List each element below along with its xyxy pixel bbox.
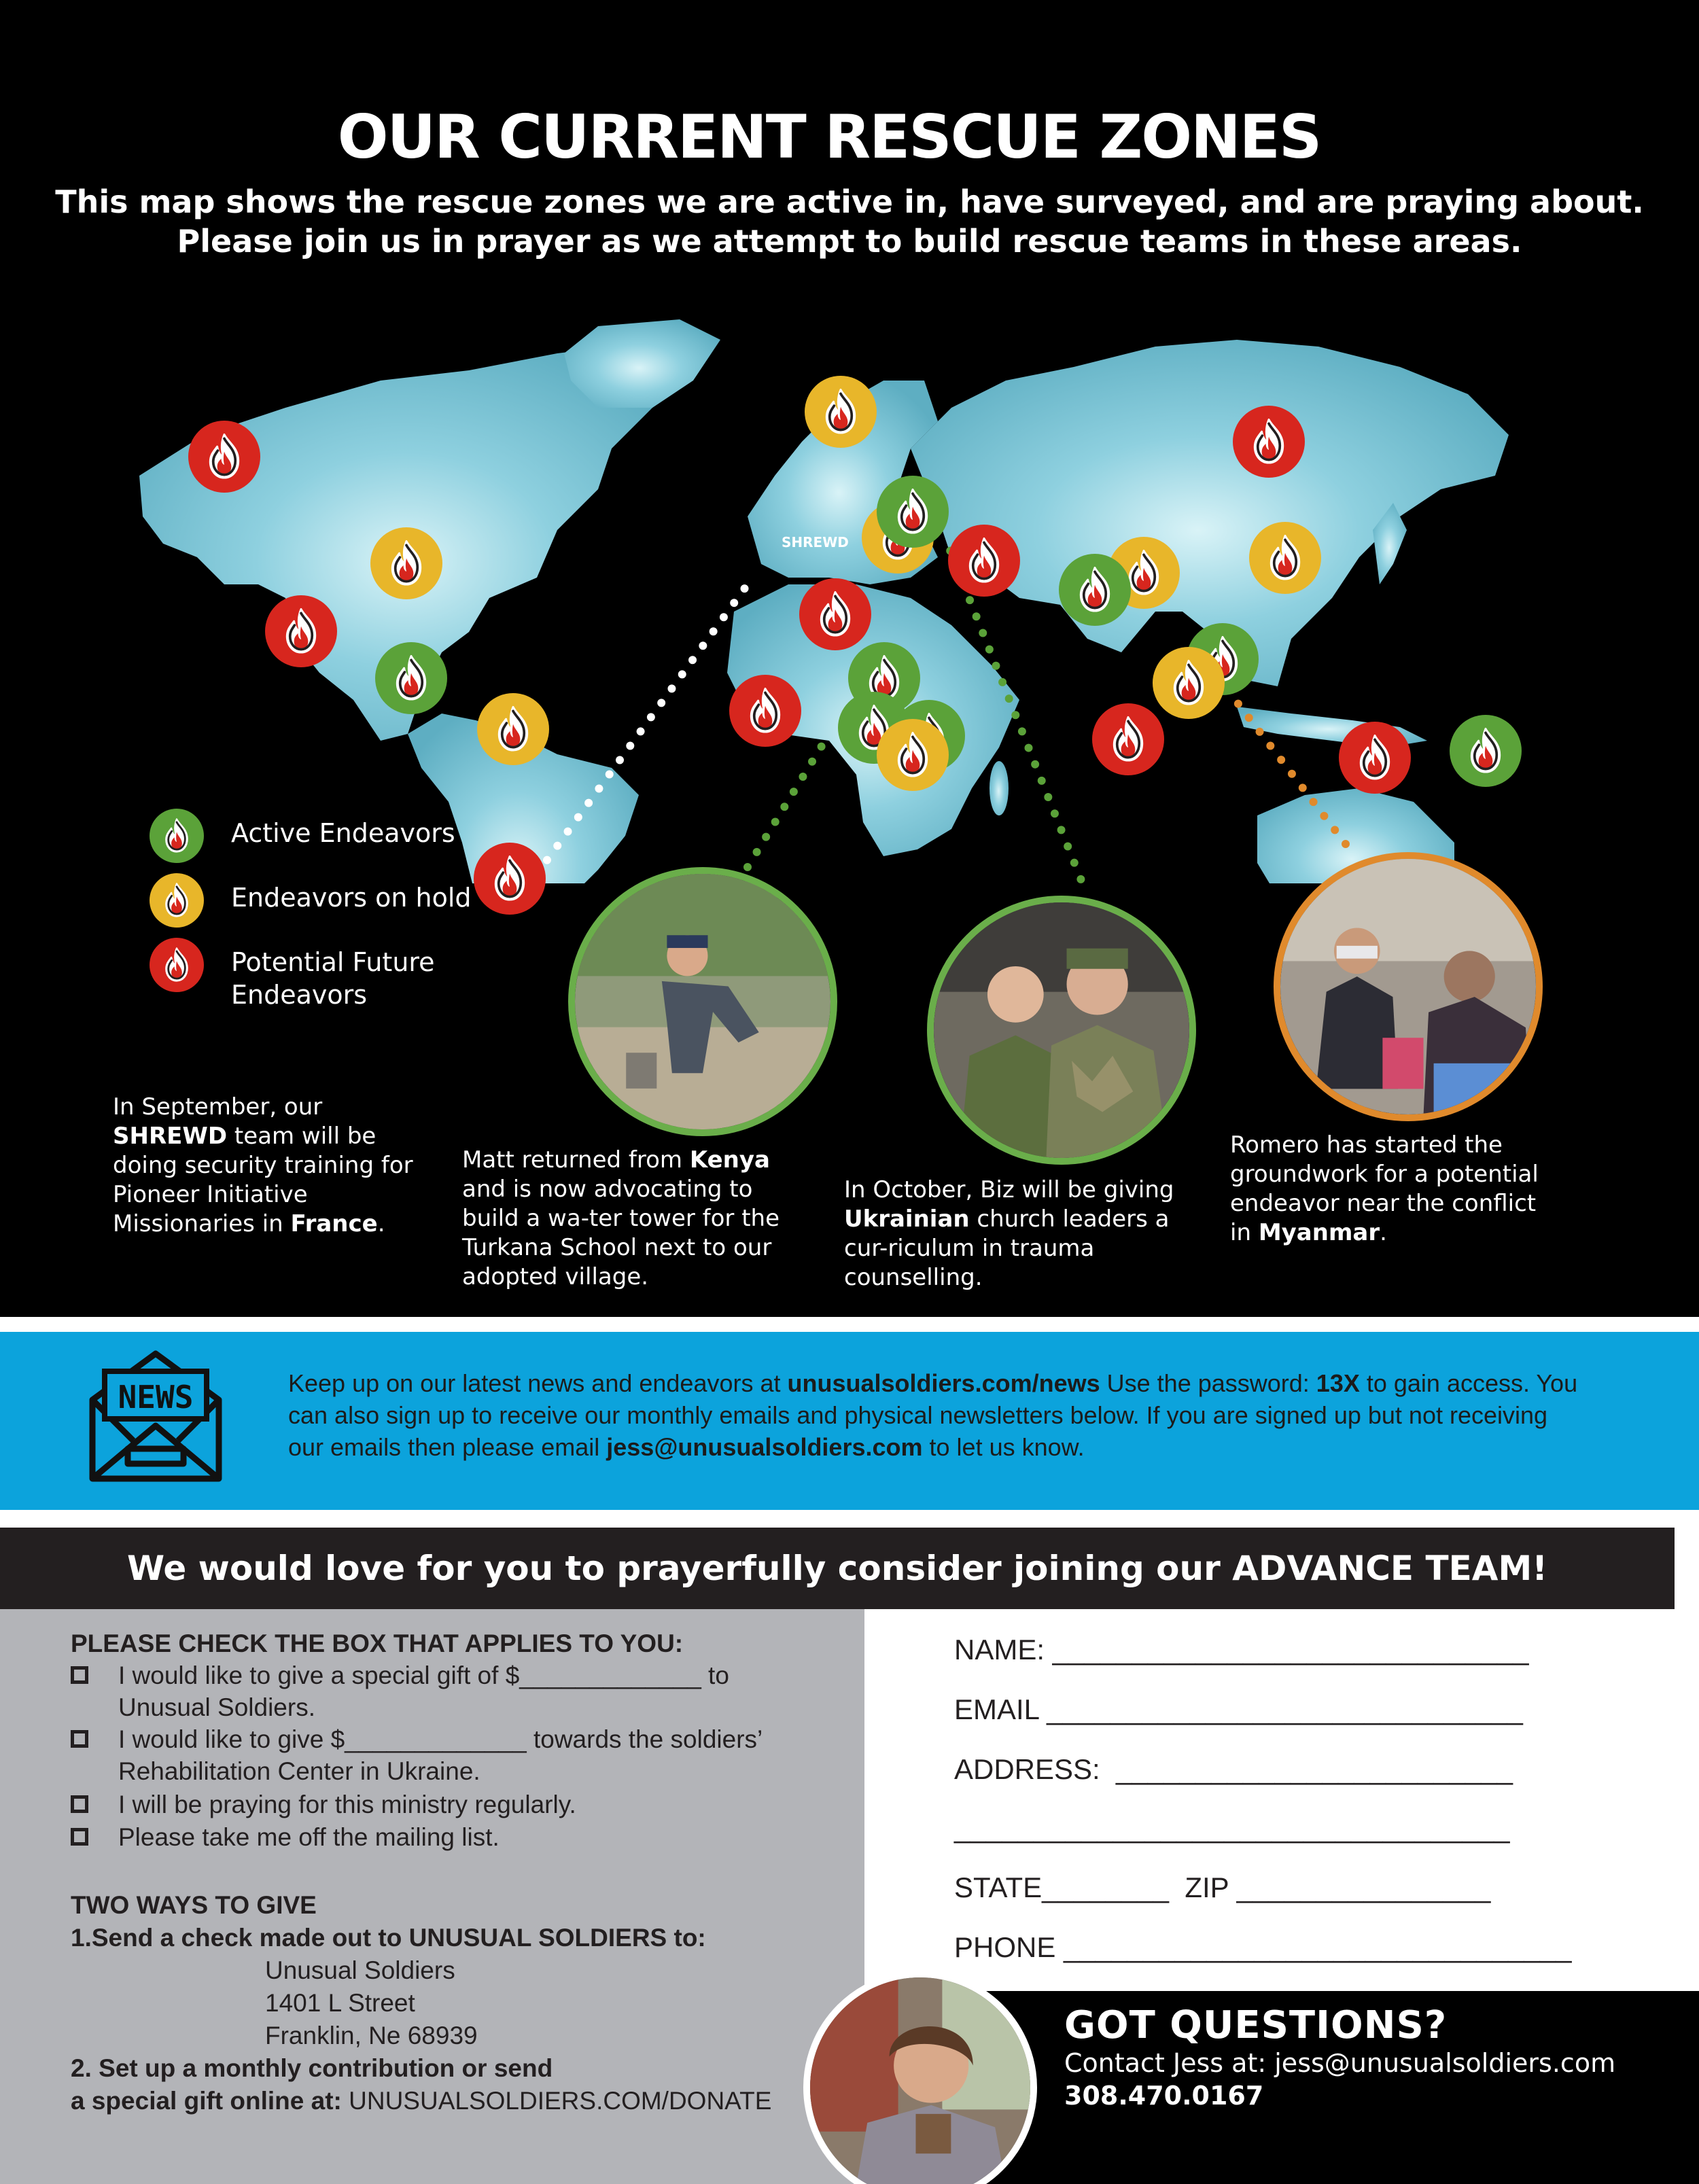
caption-myanmar (1230, 1131, 1556, 1248)
legend-potential-icon (150, 938, 204, 992)
marker-china[interactable] (1249, 522, 1321, 594)
mail-address-line-3: Franklin, Ne 68939 (265, 2022, 478, 2049)
marker-pakistan[interactable] (1059, 554, 1131, 626)
ways-heading: TWO WAYS TO GIVE (71, 1891, 317, 1919)
legend-potential-line-2: Endeavors (231, 980, 368, 1010)
marker-myanmar[interactable] (1153, 647, 1225, 719)
marker-ukraine[interactable] (877, 476, 949, 548)
photo-myanmar (1274, 852, 1543, 1121)
check-item-rehab-gift[interactable] (71, 1723, 763, 1787)
caption-ukraine-country: Ukrainian (844, 1205, 970, 1233)
check-item-special-gift-line-1: I would like to give a special gift of $_____________ to (118, 1661, 729, 1689)
mail-address-line-2: 1401 L Street (265, 1989, 415, 2017)
email-field[interactable]: EMAIL ______________________________ (954, 1693, 1523, 1725)
page-title: OUR CURRENT RESCUE ZONES (337, 102, 1321, 172)
caption-kenya-post: and is now advocating to build a wa-ter tower for the Turkana School next to our adopted village. (462, 1176, 780, 1290)
way-2-label: a special gift online at: (71, 2087, 349, 2115)
news-email-link[interactable]: jess@unusualsoldiers.com (606, 1433, 923, 1461)
marker-scandinavia[interactable] (805, 376, 877, 448)
marker-argentina[interactable] (474, 843, 546, 915)
connector-kenya (748, 734, 829, 867)
legend-potential-label (231, 938, 435, 1011)
photo-ukraine (927, 896, 1196, 1165)
subtitle-line-2: Please join us in prayer as we attempt to build rescue teams in these areas. (177, 223, 1522, 260)
subtitle-line-1: This map shows the rescue zones we are active in, have surveyed, and are praying about. (55, 183, 1644, 220)
way-2-line-2 (71, 2085, 771, 2117)
legend-on-hold (150, 873, 472, 928)
marker-mexico[interactable] (375, 642, 447, 714)
caption-kenya (462, 1146, 816, 1292)
way-2-line-1: 2. Set up a monthly contribution or send (71, 2054, 553, 2082)
name-field[interactable]: NAME: ______________________________ (954, 1634, 1529, 1666)
caption-ukraine-post: church leaders a cur-riculum in trauma counselling. (844, 1205, 1170, 1291)
state-zip-field[interactable]: STATE________ ZIP ________________ (954, 1871, 1491, 1903)
legend-on-hold-label: Endeavors on hold (231, 883, 472, 913)
caption-ukraine (844, 1176, 1197, 1292)
newsletter-icon-label: NEWS (118, 1379, 194, 1415)
checkbox[interactable] (71, 1828, 88, 1846)
address-field[interactable]: ADDRESS: _________________________ (954, 1753, 1513, 1785)
questions-title: GOT QUESTIONS? (1064, 2003, 1448, 2047)
ways-to-give (71, 1889, 771, 2117)
caption-kenya-country: Kenya (689, 1146, 770, 1174)
news-text (288, 1367, 1579, 1463)
marker-west-africa[interactable] (729, 675, 801, 747)
check-item-rehab-gift-line-2: Rehabilitation Center in Ukraine. (118, 1757, 480, 1785)
world-map (0, 272, 1699, 883)
caption-france (113, 1093, 439, 1239)
checkbox[interactable] (71, 1666, 88, 1684)
caption-france-post: . (377, 1210, 385, 1237)
map-label-shrewd: SHREWD (782, 534, 849, 550)
madagascar (989, 761, 1009, 815)
caption-myanmar-pre: Romero has started the groundwork for a potential endeavor near the conflict in (1230, 1131, 1539, 1246)
caption-france-team: SHREWD (113, 1123, 228, 1150)
page-subtitle (0, 182, 1699, 261)
questions-contact[interactable]: Contact Jess at: jess@unusualsoldiers.com (1064, 2048, 1616, 2078)
way-1: 1.Send a check made out to UNUSUAL SOLDIERS to: (71, 1924, 706, 1952)
caption-myanmar-post: . (1380, 1219, 1387, 1246)
marker-usa-west[interactable] (265, 595, 337, 667)
check-item-special-gift-line-2: Unusual Soldiers. (118, 1693, 315, 1721)
legend-on-hold-icon (150, 873, 204, 928)
marker-turkey[interactable] (948, 525, 1020, 597)
donate-url-link[interactable]: UNUSUALSOLDIERS.COM/DONATE (349, 2087, 772, 2115)
check-item-unsubscribe[interactable] (71, 1821, 500, 1853)
photo-kenya (568, 867, 837, 1136)
marker-alaska[interactable] (188, 421, 260, 493)
check-item-praying-text: I will be praying for this ministry regularly. (118, 1791, 576, 1818)
check-item-rehab-gift-text (118, 1723, 763, 1787)
news-password: 13X (1316, 1369, 1360, 1397)
caption-kenya-pre: Matt returned from (462, 1146, 690, 1174)
questions-phone[interactable]: 308.470.0167 (1064, 2081, 1264, 2111)
news-text-2: Use the password: (1100, 1369, 1316, 1397)
caption-france-mid: team will be doing security training for Pioneer Initiative Missionaries in (113, 1123, 413, 1237)
check-item-unsubscribe-text: Please take me off the mailing list. (118, 1823, 500, 1851)
news-text-4: to let us know. (922, 1433, 1085, 1461)
address-line-2-field[interactable]: ___________________________________ (954, 1812, 1510, 1844)
phone-field[interactable]: PHONE ________________________________ (954, 1931, 1572, 1963)
checkbox[interactable] (71, 1730, 88, 1748)
marker-russia[interactable] (1233, 406, 1305, 478)
caption-myanmar-country: Myanmar (1258, 1219, 1380, 1246)
greenland (564, 319, 720, 408)
legend-active (150, 809, 455, 863)
marker-canada[interactable] (370, 527, 442, 599)
check-item-special-gift[interactable] (71, 1659, 729, 1723)
legend-active-label: Active Endeavors (231, 818, 455, 848)
marker-colombia[interactable] (477, 693, 549, 765)
legend-potential (150, 938, 435, 1011)
check-item-special-gift-text (118, 1659, 729, 1723)
marker-india[interactable] (1092, 703, 1164, 775)
caption-france-pre: In September, our (113, 1093, 323, 1121)
news-url-link[interactable]: unusualsoldiers.com/news (787, 1369, 1100, 1397)
newsletter-icon (86, 1345, 226, 1485)
legend-active-icon (150, 809, 204, 863)
mail-address-line-1: Unusual Soldiers (265, 1956, 455, 1984)
news-text-1: Keep up on our latest news and endeavors at (288, 1369, 788, 1397)
caption-ukraine-pre: In October, Biz will be giving (844, 1176, 1174, 1203)
check-item-praying[interactable] (71, 1789, 576, 1820)
checkbox[interactable] (71, 1795, 88, 1813)
marker-indonesia[interactable] (1339, 722, 1411, 794)
news-text-3: to gain access. You can also sign up to receive our monthly emails and physical newsletters below. If you are signed up but not receiving our emails then please email (288, 1369, 1578, 1461)
caption-france-country: France (290, 1210, 378, 1237)
marker-libya[interactable] (799, 578, 871, 650)
checklist-heading: PLEASE CHECK THE BOX THAT APPLIES TO YOU: (71, 1630, 684, 1657)
marker-papua[interactable] (1450, 715, 1522, 787)
marker-east-africa[interactable] (877, 719, 949, 791)
check-item-rehab-gift-line-1: I would like to give $_____________ towards the soldiers’ (118, 1725, 763, 1753)
legend-potential-line-1: Potential Future (231, 947, 435, 977)
advance-team-banner: We would love for you to prayerfully consider joining our ADVANCE TEAM! (0, 1528, 1675, 1609)
